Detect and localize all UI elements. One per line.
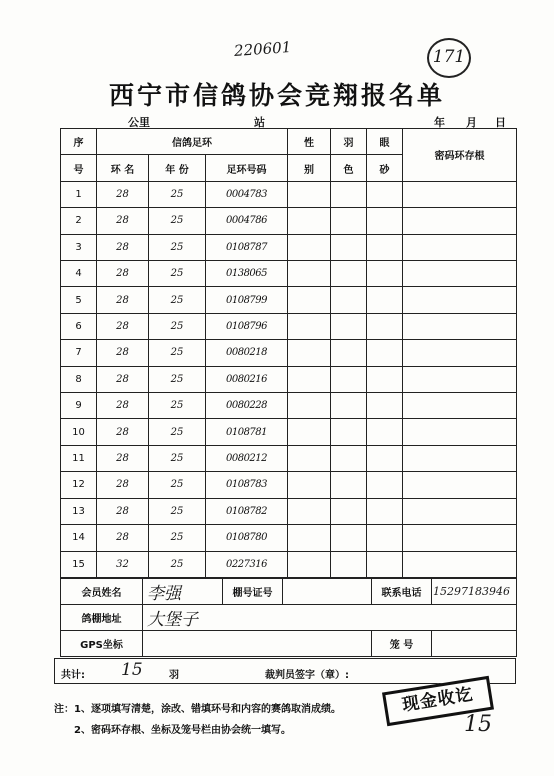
code-stub-cell [403,234,517,260]
loft-number-label: 棚号证号 [223,579,283,605]
row-number: 13 [61,498,97,524]
ring-name-cell: 28 [97,472,149,498]
feather-cell [331,472,367,498]
ring-number-cell: 0227316 [206,551,288,578]
feather-cell [331,181,367,207]
handwritten-count: 15 [464,712,492,737]
code-stub-cell [403,366,517,392]
code-stub-cell [403,261,517,287]
eye-cell [367,287,403,313]
total-unit: 羽 [169,670,179,681]
sex-cell [288,208,331,234]
sex-cell [288,525,331,551]
ring-year-cell: 25 [149,366,206,392]
ring-name-cell: 32 [97,551,149,578]
row-number: 12 [61,472,97,498]
ring-name-cell: 28 [97,287,149,313]
row-number: 8 [61,366,97,392]
row-number: 10 [61,419,97,445]
code-stub-cell [403,551,517,578]
ring-number-cell: 0108799 [206,287,288,313]
ring-name-cell: 28 [97,419,149,445]
ring-year-cell: 25 [149,261,206,287]
sex-cell [288,393,331,419]
code-stub-cell [403,472,517,498]
note-1: 注：1、逐项填写清楚，涂改、错填环号和内容的赛鸽取消成绩。 [54,704,341,715]
row-number: 4 [61,261,97,287]
code-stub-cell [403,525,517,551]
eye-cell [367,208,403,234]
ring-number-cell: 0108782 [206,498,288,524]
table-row [61,472,517,498]
ring-name-cell: 28 [97,261,149,287]
circled-number-annotation: 171 [427,38,471,78]
row-number: 2 [61,208,97,234]
code-stub-cell [403,393,517,419]
loft-address-value: 大堡子 [143,605,517,631]
sex-cell [288,419,331,445]
eye-cell [367,393,403,419]
table-row [61,181,517,207]
distance-label: 公里 [128,116,150,129]
feather-cell [331,393,367,419]
ring-name-cell: 28 [97,313,149,339]
eye-cell [367,445,403,471]
ring-number-cell: 0080228 [206,393,288,419]
ring-year-cell: 25 [149,287,206,313]
ring-year-cell: 25 [149,181,206,207]
judge-signature-label: 裁判员签字（章）: [265,670,349,681]
sex-cell [288,498,331,524]
month-label: 月 [466,116,477,129]
ring-year-cell: 25 [149,525,206,551]
feather-cell [331,340,367,366]
row-number: 5 [61,287,97,313]
feather-header-bottom: 色 [331,155,367,181]
member-name-label: 会员姓名 [61,579,143,605]
eye-cell [367,419,403,445]
day-label: 日 [495,116,506,129]
eye-cell [367,181,403,207]
table-row [61,419,517,445]
sex-cell [288,340,331,366]
sex-cell [288,313,331,339]
ring-number-cell: 0108783 [206,472,288,498]
table-row [61,340,517,366]
eye-cell [367,340,403,366]
ring-year-cell: 25 [149,498,206,524]
ring-name-cell: 28 [97,525,149,551]
table-row [61,234,517,260]
sex-cell [288,181,331,207]
row-number: 7 [61,340,97,366]
code-stub-cell [403,313,517,339]
station-label: 站 [254,116,265,129]
gps-value [143,631,372,657]
code-stub-cell [403,498,517,524]
ring-number-cell: 0108796 [206,313,288,339]
ring-name-cell: 28 [97,208,149,234]
cage-value [432,631,517,657]
gps-label: GPS坐标 [61,631,143,657]
ring-number-cell: 0080216 [206,366,288,392]
eye-header-bottom: 砂 [367,155,403,181]
ring-number-cell: 0138065 [206,261,288,287]
table-row [61,445,517,471]
feather-cell [331,287,367,313]
table-row [61,525,517,551]
ring-number-header: 足环号码 [206,155,288,181]
ring-name-cell: 28 [97,340,149,366]
table-row [61,551,517,578]
feather-header-top: 羽 [331,129,367,155]
ring-year-cell: 25 [149,419,206,445]
ring-name-cell: 28 [97,445,149,471]
ring-name-cell: 28 [97,366,149,392]
member-name-value: 李强 [143,579,223,605]
member-info-table [60,578,517,657]
sex-cell [288,366,331,392]
seq-header-bottom: 号 [61,155,97,181]
ring-year-cell: 25 [149,445,206,471]
loft-address-label: 鸽棚地址 [61,605,143,631]
table-row [61,287,517,313]
eye-cell [367,525,403,551]
feather-cell [331,366,367,392]
ring-year-cell: 25 [149,234,206,260]
phone-label: 联系电话 [372,579,432,605]
sex-cell [288,234,331,260]
total-label: 共计: [61,670,85,681]
form-title: 西宁市信鸽协会竞翔报名单 [108,81,445,110]
total-value: 15 [121,660,143,680]
code-stub-header: 密码环存根 [403,129,517,182]
feather-cell [331,551,367,578]
row-number: 11 [61,445,97,471]
ring-year-cell: 25 [149,340,206,366]
row-number: 6 [61,313,97,339]
ring-number-cell: 0108787 [206,234,288,260]
feather-cell [331,261,367,287]
feather-cell [331,208,367,234]
ring-number-cell: 0108781 [206,419,288,445]
feather-cell [331,234,367,260]
row-number: 1 [61,181,97,207]
sex-cell [288,287,331,313]
handwritten-date-note: 220601 [233,38,292,60]
code-stub-cell [403,208,517,234]
sex-header-bottom: 别 [288,155,331,181]
feather-cell [331,445,367,471]
sex-cell [288,261,331,287]
code-stub-cell [403,181,517,207]
ring-group-header: 信鸽足环 [97,129,288,155]
eye-cell [367,261,403,287]
eye-cell [367,234,403,260]
row-number: 15 [61,551,97,578]
code-stub-cell [403,419,517,445]
cage-label: 笼 号 [372,631,432,657]
table-row [61,261,517,287]
feather-cell [331,498,367,524]
ring-name-cell: 28 [97,234,149,260]
ring-number-cell: 0004786 [206,208,288,234]
ring-year-cell: 25 [149,313,206,339]
phone-value: 15297183946 [432,579,517,605]
note-2: 2、密码环存根、坐标及笼号栏由协会统一填写。 [74,725,291,736]
ring-name-cell: 28 [97,181,149,207]
sex-cell [288,551,331,578]
table-row [61,313,517,339]
eye-cell [367,498,403,524]
ring-number-cell: 0004783 [206,181,288,207]
code-stub-cell [403,445,517,471]
table-row [61,393,517,419]
eye-cell [367,313,403,339]
sex-header-top: 性 [288,129,331,155]
sex-cell [288,472,331,498]
feather-cell [331,419,367,445]
ring-name-header: 环 名 [97,155,149,181]
ring-number-cell: 0080218 [206,340,288,366]
eye-cell [367,551,403,578]
total-row [54,658,516,684]
row-number: 9 [61,393,97,419]
ring-name-cell: 28 [97,393,149,419]
cash-received-stamp: 现金收讫 [382,676,494,726]
ring-name-cell: 28 [97,498,149,524]
table-row [61,498,517,524]
feather-cell [331,525,367,551]
seq-header-top: 序 [61,129,97,155]
ring-number-cell: 0108780 [206,525,288,551]
row-number: 3 [61,234,97,260]
loft-number-value [283,579,372,605]
ring-year-cell: 25 [149,551,206,578]
table-row [61,208,517,234]
entry-table [60,128,517,578]
table-row [61,366,517,392]
ring-year-cell: 25 [149,472,206,498]
code-stub-cell [403,340,517,366]
row-number: 14 [61,525,97,551]
eye-header-top: 眼 [367,129,403,155]
ring-number-cell: 0080212 [206,445,288,471]
ring-year-cell: 25 [149,393,206,419]
year-label: 年 [434,116,445,129]
feather-cell [331,313,367,339]
ring-year-cell: 25 [149,208,206,234]
eye-cell [367,366,403,392]
code-stub-cell [403,287,517,313]
sex-cell [288,445,331,471]
ring-year-header: 年 份 [149,155,206,181]
eye-cell [367,472,403,498]
